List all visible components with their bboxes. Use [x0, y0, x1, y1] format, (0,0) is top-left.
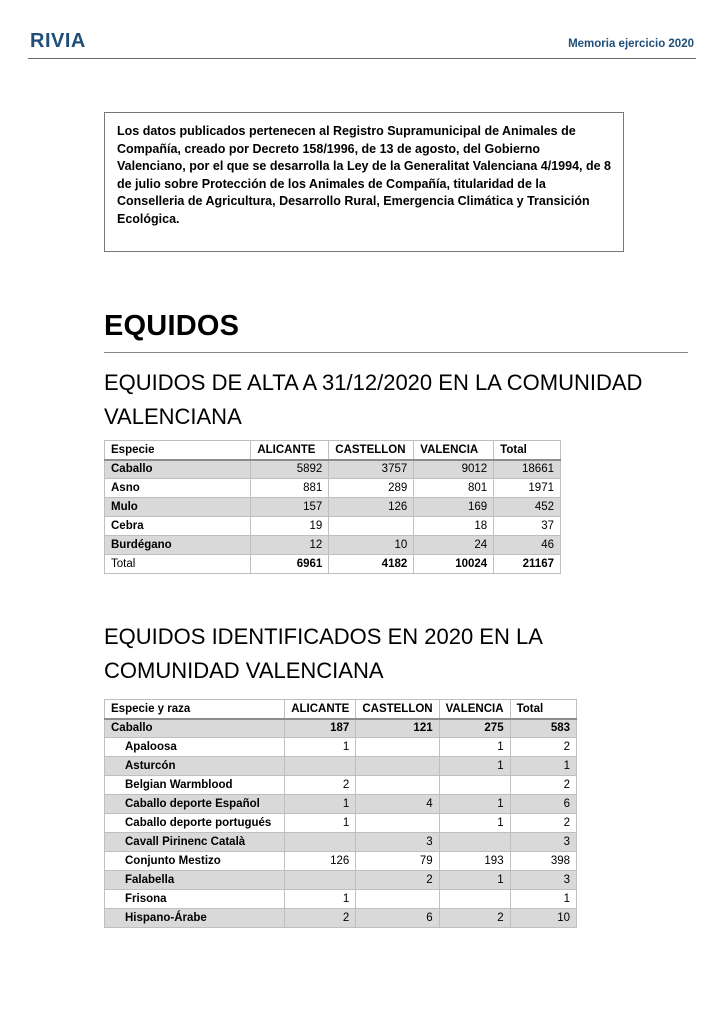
value-cell	[356, 738, 439, 757]
value-cell: 37	[494, 517, 561, 536]
total-cell: 4182	[329, 555, 414, 574]
value-cell: 6	[510, 795, 576, 814]
value-cell: 2	[285, 909, 356, 928]
value-cell: 10	[329, 536, 414, 555]
column-header: Total	[510, 700, 576, 719]
value-cell: 1	[510, 757, 576, 776]
breed-cell: Caballo deporte portugués	[105, 814, 285, 833]
value-cell	[356, 757, 439, 776]
value-cell: 1	[439, 871, 510, 890]
value-cell: 1	[439, 795, 510, 814]
breed-cell: Apaloosa	[105, 738, 285, 757]
value-cell: 5892	[251, 460, 329, 479]
value-cell: 1	[285, 814, 356, 833]
breed-cell: Belgian Warmblood	[105, 776, 285, 795]
table-row	[105, 852, 577, 871]
total-cell: 6961	[251, 555, 329, 574]
legal-notice-box: Los datos publicados pertenecen al Registro Supramunicipal de Animales de Compañía, creado por Decreto 158/1996, de 13 de agosto, del Gobierno Valenciano, por el que se desarrolla la Ley de la Generalitat Valenciana 4/1994, de 8 de julio sobre Protección de los Animales de Compañía, titularidad de la Conselleria de Agricultura, Desarrollo Rural, Emergencia Climática y Transición Ecológica.	[104, 112, 624, 252]
value-cell	[356, 814, 439, 833]
table-header-row	[105, 700, 577, 719]
table-row	[105, 890, 577, 909]
value-cell: 157	[251, 498, 329, 517]
table-row	[105, 909, 577, 928]
total-label-cell: Total	[105, 555, 251, 574]
value-cell	[439, 890, 510, 909]
column-header: Especie	[105, 441, 251, 460]
value-cell	[439, 833, 510, 852]
column-header: Total	[494, 441, 561, 460]
value-cell: 2	[510, 814, 576, 833]
value-cell: 18661	[494, 460, 561, 479]
value-cell: 4	[356, 795, 439, 814]
column-header: ALICANTE	[285, 700, 356, 719]
total-cell: 21167	[494, 555, 561, 574]
species-cell: Burdégano	[105, 536, 251, 555]
breed-cell: Conjunto Mestizo	[105, 852, 285, 871]
section-divider	[104, 352, 688, 353]
value-cell: 1	[285, 738, 356, 757]
value-cell: 10	[510, 909, 576, 928]
column-header: VALENCIA	[439, 700, 510, 719]
table-row	[105, 776, 577, 795]
breed-cell: Falabella	[105, 871, 285, 890]
value-cell: 18	[414, 517, 494, 536]
value-cell: 3	[510, 871, 576, 890]
value-cell: 121	[356, 719, 439, 738]
breed-cell: Frisona	[105, 890, 285, 909]
table-row	[105, 757, 577, 776]
equidos-identificados-table	[104, 699, 577, 928]
value-cell: 9012	[414, 460, 494, 479]
value-cell: 2	[439, 909, 510, 928]
species-cell: Mulo	[105, 498, 251, 517]
species-cell: Asno	[105, 479, 251, 498]
breed-cell: Caballo deporte Español	[105, 795, 285, 814]
value-cell: 583	[510, 719, 576, 738]
table-row	[105, 795, 577, 814]
table1-heading: EQUIDOS DE ALTA A 31/12/2020 EN LA COMUNIDAD VALENCIANA	[104, 370, 643, 429]
table-row	[105, 479, 561, 498]
value-cell: 1	[439, 757, 510, 776]
table-row	[105, 536, 561, 555]
brand-logo-text: RIVIA	[30, 30, 86, 52]
species-cell: Caballo	[105, 460, 251, 479]
breed-cell: Cavall Pirinenc Català	[105, 833, 285, 852]
value-cell: 275	[439, 719, 510, 738]
value-cell: 3757	[329, 460, 414, 479]
table-total-row	[105, 555, 561, 574]
table-row	[105, 871, 577, 890]
table-row	[105, 517, 561, 536]
value-cell: 12	[251, 536, 329, 555]
total-cell: 10024	[414, 555, 494, 574]
value-cell: 2	[285, 776, 356, 795]
value-cell: 1971	[494, 479, 561, 498]
value-cell: 881	[251, 479, 329, 498]
breed-cell: Hispano-Árabe	[105, 909, 285, 928]
value-cell: 19	[251, 517, 329, 536]
table2-heading: EQUIDOS IDENTIFICADOS EN 2020 EN LA COMUNIDAD VALENCIANA	[104, 624, 542, 683]
species-cell: Caballo	[105, 719, 285, 738]
value-cell: 126	[285, 852, 356, 871]
value-cell: 24	[414, 536, 494, 555]
value-cell: 1	[510, 890, 576, 909]
table-row	[105, 498, 561, 517]
value-cell: 187	[285, 719, 356, 738]
column-header: CASTELLON	[329, 441, 414, 460]
value-cell: 1	[285, 795, 356, 814]
value-cell: 2	[510, 738, 576, 757]
value-cell: 6	[356, 909, 439, 928]
table-row	[105, 833, 577, 852]
value-cell: 46	[494, 536, 561, 555]
table-group-row	[105, 719, 577, 738]
value-cell: 2	[356, 871, 439, 890]
value-cell: 3	[510, 833, 576, 852]
value-cell	[285, 833, 356, 852]
value-cell: 1	[439, 814, 510, 833]
value-cell	[439, 776, 510, 795]
value-cell: 398	[510, 852, 576, 871]
column-header: ALICANTE	[251, 441, 329, 460]
value-cell: 289	[329, 479, 414, 498]
table-row	[105, 460, 561, 479]
column-header: CASTELLON	[356, 700, 439, 719]
column-header: Especie y raza	[105, 700, 285, 719]
table-header-row	[105, 441, 561, 460]
table-row	[105, 738, 577, 757]
value-cell	[285, 871, 356, 890]
value-cell	[356, 890, 439, 909]
value-cell: 801	[414, 479, 494, 498]
value-cell: 3	[356, 833, 439, 852]
document-title: Memoria ejercicio 2020	[568, 38, 694, 50]
value-cell	[356, 776, 439, 795]
value-cell: 169	[414, 498, 494, 517]
equidos-alta-table	[104, 440, 561, 574]
value-cell: 1	[285, 890, 356, 909]
column-header: VALENCIA	[414, 441, 494, 460]
species-cell: Cebra	[105, 517, 251, 536]
value-cell: 1	[439, 738, 510, 757]
table-row	[105, 814, 577, 833]
value-cell	[329, 517, 414, 536]
value-cell: 126	[329, 498, 414, 517]
value-cell: 2	[510, 776, 576, 795]
value-cell: 193	[439, 852, 510, 871]
breed-cell: Asturcón	[105, 757, 285, 776]
value-cell	[285, 757, 356, 776]
value-cell: 79	[356, 852, 439, 871]
section-title: EQUIDOS	[104, 310, 240, 342]
page-header	[28, 26, 696, 59]
value-cell: 452	[494, 498, 561, 517]
